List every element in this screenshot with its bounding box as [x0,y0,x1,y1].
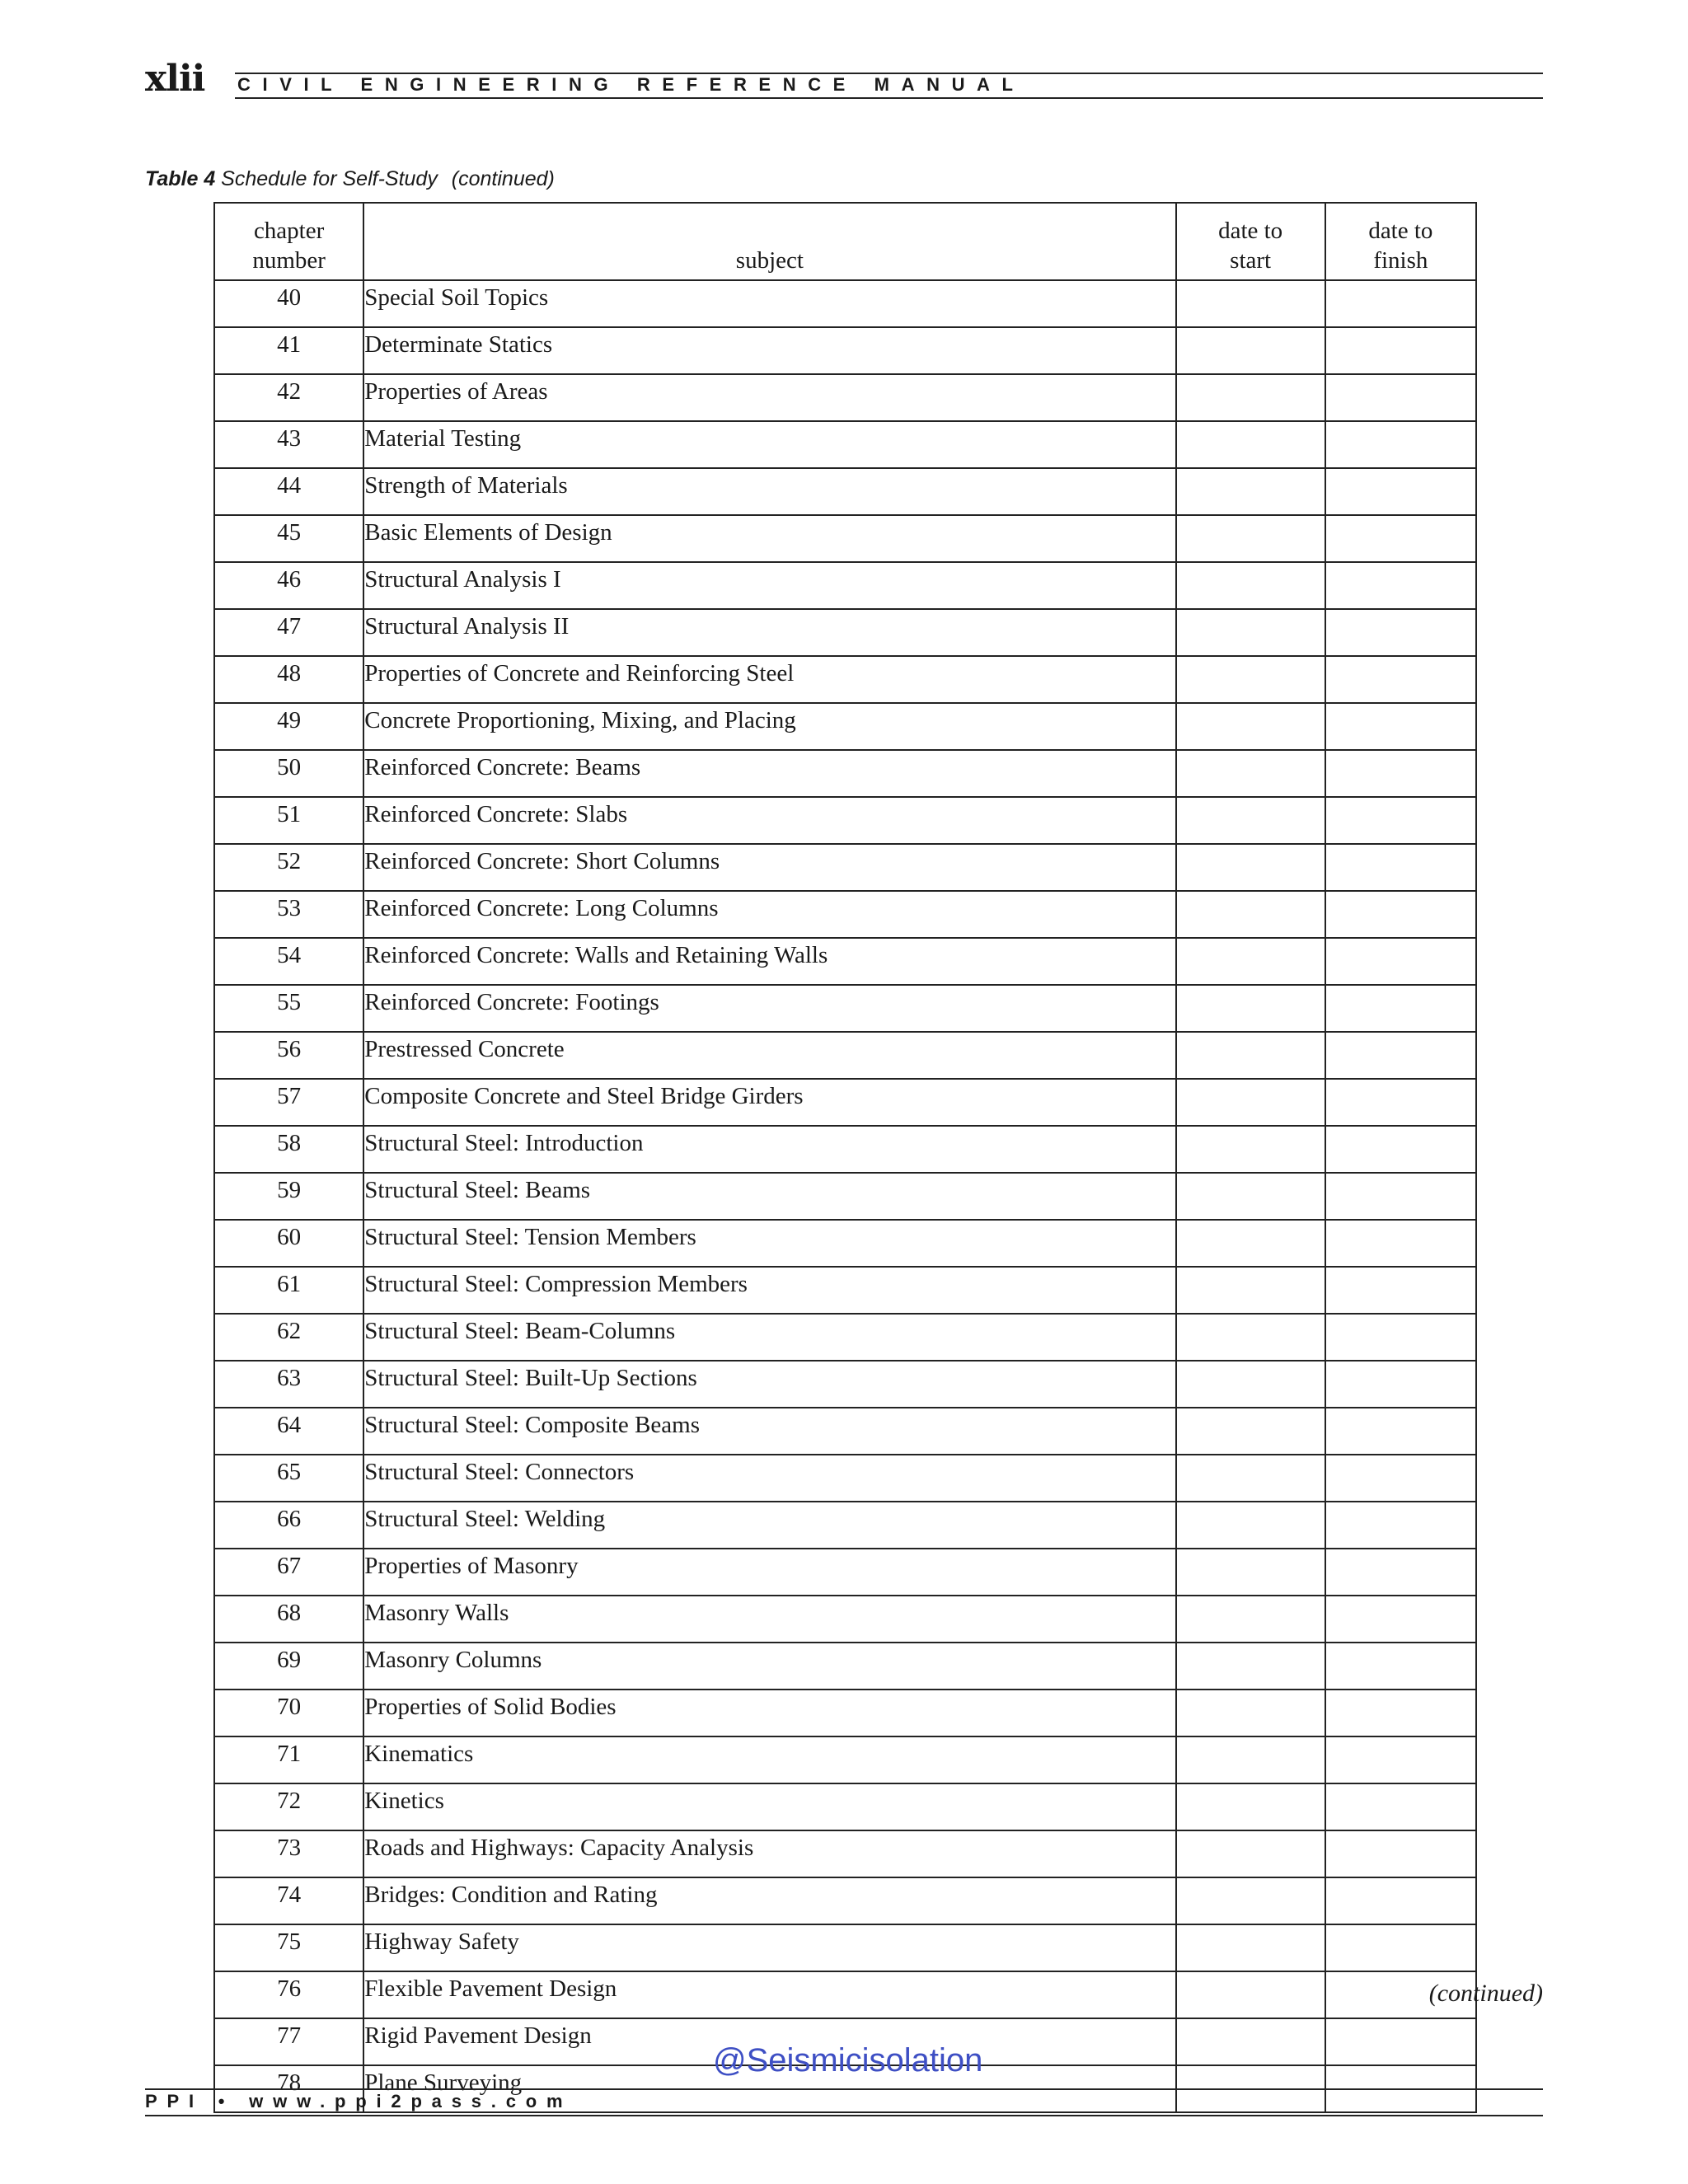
subject-cell: Reinforced Concrete: Footings [363,985,1175,1032]
chapter-number-cell: 50 [214,750,363,797]
date-to-finish-cell [1325,1643,1476,1690]
subject-cell: Kinetics [363,1783,1175,1830]
table-row [214,1783,1476,1830]
chapter-number-cell: 46 [214,562,363,609]
table-row [214,421,1476,468]
chapter-number-cell: 59 [214,1173,363,1220]
watermark: @Seismicisolation [713,2042,983,2079]
subject-cell: Structural Steel: Introduction [363,1126,1175,1173]
table-caption-continued: (continued) [451,167,555,190]
date-to-finish-cell [1325,891,1476,938]
date-to-start-cell [1176,1032,1325,1079]
date-to-finish-cell [1325,1502,1476,1549]
chapter-number-cell: 68 [214,1596,363,1643]
date-to-finish-cell [1325,1079,1476,1126]
chapter-number-cell: 52 [214,844,363,891]
date-to-start-cell [1176,609,1325,656]
date-to-finish-cell [1325,1408,1476,1455]
chapter-number-cell: 51 [214,797,363,844]
subject-cell: Strength of Materials [363,468,1175,515]
subject-cell: Structural Steel: Beam-Columns [363,1314,1175,1361]
chapter-number-cell: 60 [214,1220,363,1267]
table-row [214,938,1476,985]
date-to-start-cell [1176,750,1325,797]
chapter-number-cell: 73 [214,1830,363,1877]
subject-cell: Prestressed Concrete [363,1032,1175,1079]
date-to-start-cell [1176,1220,1325,1267]
date-to-finish-cell [1325,1126,1476,1173]
date-to-start-cell [1176,1830,1325,1877]
date-to-start-cell [1176,1924,1325,1971]
table-row [214,844,1476,891]
subject-cell: Properties of Solid Bodies [363,1690,1175,1736]
chapter-number-cell: 67 [214,1549,363,1596]
chapter-number-cell: 61 [214,1267,363,1314]
date-to-finish-cell [1325,797,1476,844]
header-start-line1: date to [1218,218,1283,244]
date-to-finish-cell [1325,703,1476,750]
footer-text: PPI • www.ppi2pass.com [145,2091,573,2111]
subject-cell: Properties of Concrete and Reinforcing Steel [363,656,1175,703]
date-to-finish-cell [1325,1596,1476,1643]
subject-cell: Properties of Masonry [363,1549,1175,1596]
date-to-finish-cell [1325,938,1476,985]
chapter-number-cell: 62 [214,1314,363,1361]
date-to-start-cell [1176,891,1325,938]
date-to-start-cell [1176,1549,1325,1596]
header-subject: subject [363,203,1175,280]
table-row [214,1314,1476,1361]
header-start-line2: start [1230,247,1272,274]
table-body [214,280,1476,2112]
subject-cell: Flexible Pavement Design [363,1971,1175,2018]
chapter-number-cell: 69 [214,1643,363,1690]
date-to-start-cell [1176,468,1325,515]
table-row [214,985,1476,1032]
table-row [214,1877,1476,1924]
subject-cell: Structural Analysis I [363,562,1175,609]
table-row [214,1596,1476,1643]
date-to-start-cell [1176,703,1325,750]
table-row [214,750,1476,797]
subject-cell: Basic Elements of Design [363,515,1175,562]
chapter-number-cell: 74 [214,1877,363,1924]
table-header-row [214,203,1476,280]
table-row [214,1502,1476,1549]
date-to-start-cell [1176,2018,1325,2065]
chapter-number-cell: 48 [214,656,363,703]
table-row [214,1079,1476,1126]
date-to-start-cell [1176,1267,1325,1314]
date-to-start-cell [1176,985,1325,1032]
header-rule [235,97,1543,99]
subject-cell: Material Testing [363,421,1175,468]
header-finish-line1: date to [1368,218,1433,244]
chapter-number-cell: 42 [214,374,363,421]
table-row [214,1126,1476,1173]
chapter-number-cell: 71 [214,1736,363,1783]
chapter-number-cell: 77 [214,2018,363,2065]
continued-note: (continued) [1428,1980,1543,2007]
table-row [214,468,1476,515]
date-to-start-cell [1176,1783,1325,1830]
table-row [214,1643,1476,1690]
subject-cell: Plane Surveying [363,2065,1175,2112]
date-to-finish-cell [1325,1783,1476,1830]
subject-cell: Structural Steel: Built-Up Sections [363,1361,1175,1408]
date-to-finish-cell [1325,421,1476,468]
date-to-finish-cell [1325,2018,1476,2065]
header-chapter-line2: number [252,247,326,274]
date-to-finish-cell [1325,1173,1476,1220]
date-to-start-cell [1176,1877,1325,1924]
table-row [214,1220,1476,1267]
date-to-finish-cell [1325,1690,1476,1736]
subject-cell: Reinforced Concrete: Short Columns [363,844,1175,891]
chapter-number-cell: 64 [214,1408,363,1455]
date-to-start-cell [1176,280,1325,327]
table-row [214,515,1476,562]
date-to-start-cell [1176,1408,1325,1455]
subject-cell: Structural Steel: Connectors [363,1455,1175,1502]
table-row [214,562,1476,609]
table-row [214,1455,1476,1502]
date-to-start-cell [1176,374,1325,421]
table-row [214,374,1476,421]
chapter-number-cell: 76 [214,1971,363,2018]
subject-cell: Masonry Columns [363,1643,1175,1690]
header-chapter-line1: chapter [253,218,325,244]
running-title: CIVIL ENGINEERING REFERENCE MANUAL [237,74,1025,95]
chapter-number-cell: 44 [214,468,363,515]
date-to-finish-cell [1325,750,1476,797]
table-row [214,1173,1476,1220]
subject-cell: Highway Safety [363,1924,1175,1971]
table-row [214,1361,1476,1408]
subject-cell: Reinforced Concrete: Walls and Retaining Walls [363,938,1175,985]
subject-cell: Properties of Areas [363,374,1175,421]
chapter-number-cell: 49 [214,703,363,750]
subject-cell: Structural Steel: Composite Beams [363,1408,1175,1455]
subject-cell: Reinforced Concrete: Long Columns [363,891,1175,938]
table-row [214,1267,1476,1314]
chapter-number-cell: 45 [214,515,363,562]
header-date-to-start [1176,203,1325,280]
chapter-number-cell: 47 [214,609,363,656]
date-to-finish-cell [1325,327,1476,374]
date-to-finish-cell [1325,562,1476,609]
header-finish-line2: finish [1373,247,1428,274]
subject-cell: Structural Steel: Welding [363,1502,1175,1549]
table-row [214,656,1476,703]
date-to-finish-cell [1325,280,1476,327]
subject-cell: Bridges: Condition and Rating [363,1877,1175,1924]
chapter-number-cell: 70 [214,1690,363,1736]
date-to-finish-cell [1325,515,1476,562]
date-to-start-cell [1176,1502,1325,1549]
subject-cell: Structural Steel: Compression Members [363,1267,1175,1314]
table-row [214,280,1476,327]
table-row [214,797,1476,844]
date-to-finish-cell [1325,609,1476,656]
date-to-start-cell [1176,1079,1325,1126]
chapter-number-cell: 56 [214,1032,363,1079]
date-to-start-cell [1176,1361,1325,1408]
date-to-start-cell [1176,844,1325,891]
date-to-start-cell [1176,1173,1325,1220]
chapter-number-cell: 57 [214,1079,363,1126]
date-to-start-cell [1176,797,1325,844]
chapter-number-cell: 65 [214,1455,363,1502]
subject-cell: Structural Analysis II [363,609,1175,656]
date-to-finish-cell [1325,1736,1476,1783]
table-row [214,327,1476,374]
table-row [214,703,1476,750]
subject-cell: Masonry Walls [363,1596,1175,1643]
date-to-finish-cell [1325,1032,1476,1079]
date-to-finish-cell [1325,1220,1476,1267]
date-to-start-cell [1176,327,1325,374]
schedule-table [213,202,1477,2113]
date-to-finish-cell [1325,1314,1476,1361]
subject-cell: Reinforced Concrete: Slabs [363,797,1175,844]
date-to-start-cell [1176,1736,1325,1783]
subject-cell: Structural Steel: Tension Members [363,1220,1175,1267]
date-to-finish-cell [1325,468,1476,515]
chapter-number-cell: 43 [214,421,363,468]
date-to-start-cell [1176,1690,1325,1736]
subject-cell: Rigid Pavement Design [363,2018,1175,2065]
chapter-number-cell: 72 [214,1783,363,1830]
footer-rule [145,2088,1543,2090]
date-to-finish-cell [1325,1924,1476,1971]
date-to-finish-cell [1325,844,1476,891]
chapter-number-cell: 75 [214,1924,363,1971]
date-to-finish-cell [1325,1361,1476,1408]
date-to-start-cell [1176,1455,1325,1502]
table-row [214,1830,1476,1877]
date-to-finish-cell [1325,374,1476,421]
table-row [214,1690,1476,1736]
chapter-number-cell: 55 [214,985,363,1032]
subject-cell: Composite Concrete and Steel Bridge Girders [363,1079,1175,1126]
subject-cell: Concrete Proportioning, Mixing, and Placing [363,703,1175,750]
date-to-start-cell [1176,515,1325,562]
header-date-to-finish [1325,203,1476,280]
date-to-start-cell [1176,1314,1325,1361]
table-caption-title: Schedule for Self-Study [221,167,438,190]
date-to-start-cell [1176,562,1325,609]
subject-cell: Determinate Statics [363,327,1175,374]
header-chapter-number [214,203,363,280]
subject-cell: Kinematics [363,1736,1175,1783]
table-row [214,1736,1476,1783]
table-row [214,891,1476,938]
table-caption [145,167,555,191]
subject-cell: Reinforced Concrete: Beams [363,750,1175,797]
date-to-finish-cell [1325,985,1476,1032]
date-to-finish-cell [1325,1830,1476,1877]
date-to-start-cell [1176,1643,1325,1690]
chapter-number-cell: 54 [214,938,363,985]
table-row [214,1549,1476,1596]
footer-rule [145,2115,1543,2116]
date-to-start-cell [1176,1126,1325,1173]
date-to-start-cell [1176,938,1325,985]
table-row [214,609,1476,656]
subject-cell: Structural Steel: Beams [363,1173,1175,1220]
chapter-number-cell: 66 [214,1502,363,1549]
subject-cell: Special Soil Topics [363,280,1175,327]
table-row [214,1408,1476,1455]
chapter-number-cell: 41 [214,327,363,374]
chapter-number-cell: 53 [214,891,363,938]
chapter-number-cell: 78 [214,2065,363,2112]
table-caption-label: Table 4 [145,167,216,190]
page-number: xlii [145,58,205,100]
date-to-start-cell [1176,1971,1325,2018]
table-row [214,1032,1476,1079]
date-to-finish-cell [1325,1455,1476,1502]
date-to-finish-cell [1325,1877,1476,1924]
chapter-number-cell: 40 [214,280,363,327]
chapter-number-cell: 58 [214,1126,363,1173]
table-row [214,1924,1476,1971]
date-to-finish-cell [1325,656,1476,703]
date-to-finish-cell [1325,1267,1476,1314]
date-to-start-cell [1176,1596,1325,1643]
subject-cell: Roads and Highways: Capacity Analysis [363,1830,1175,1877]
date-to-finish-cell [1325,1549,1476,1596]
date-to-start-cell [1176,421,1325,468]
table-row [214,1971,1476,2018]
chapter-number-cell: 63 [214,1361,363,1408]
date-to-start-cell [1176,656,1325,703]
